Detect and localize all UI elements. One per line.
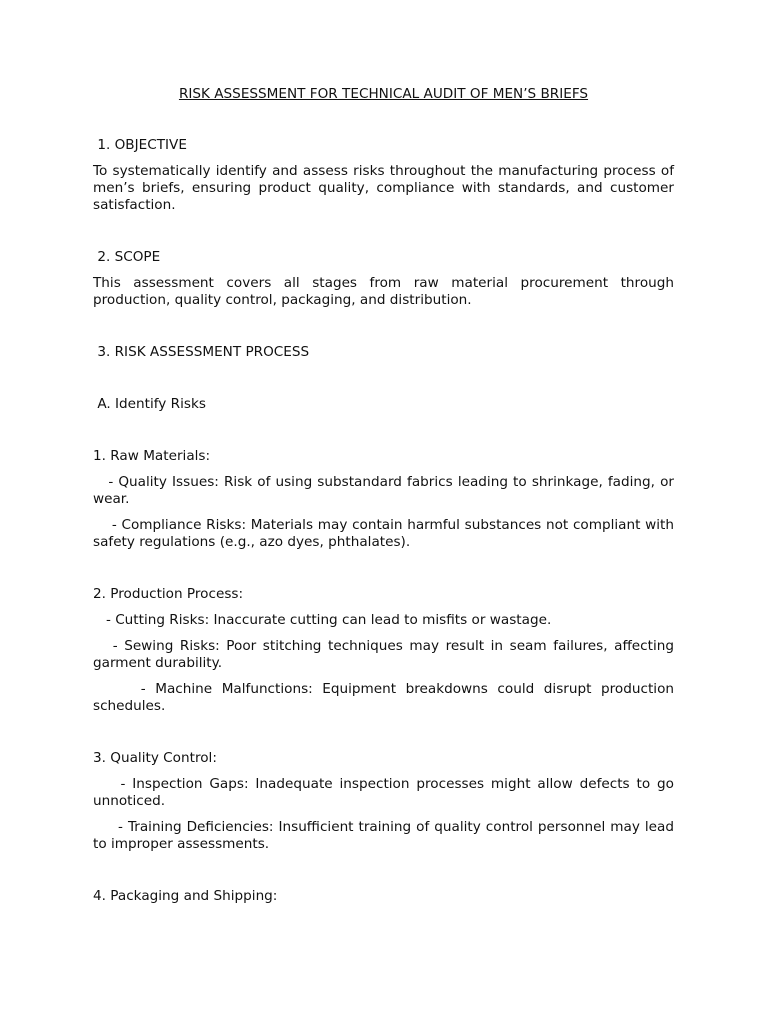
list-item: - Machine Malfunctions: Equipment breakdowns could disrupt production schedules. (93, 681, 679, 714)
document-body (93, 86, 679, 914)
sub-heading-identify-risks: A. Identify Risks (93, 396, 206, 412)
packaging-heading: 4. Packaging and Shipping: (93, 888, 278, 904)
raw-materials-heading: 1. Raw Materials: (93, 448, 211, 464)
production-heading: 2. Production Process: (93, 586, 244, 602)
quality-control-heading: 3. Quality Control: (93, 750, 217, 766)
list-item: - Compliance Risks: Materials may contain harmful substances not compliant with safety regulations (e.g., azo dyes, phthalates). (93, 517, 679, 550)
list-item: - Sewing Risks: Poor stitching techniques may result in seam failures, affecting garment durability. (93, 638, 679, 671)
objective-text: To systematically identify and assess risks throughout the manufacturing process of men’s briefs, ensuring product quality, compliance with standards, and customer satisfaction. (93, 163, 674, 213)
list-item: - Cutting Risks: Inaccurate cutting can lead to misfits or wastage. (93, 612, 552, 628)
list-item: - Inspection Gaps: Inadequate inspection processes might allow defects to go unnoticed. (93, 776, 679, 809)
list-item: - Quality Issues: Risk of using substandard fabrics leading to shrinkage, fading, or wear. (93, 474, 679, 507)
section-heading-scope: 2. SCOPE (93, 249, 161, 265)
section-heading-process: 3. RISK ASSESSMENT PROCESS (93, 344, 310, 360)
list-item: - Training Deficiencies: Insufficient training of quality control personnel may lead to improper assessments. (93, 819, 679, 852)
document-title: RISK ASSESSMENT FOR TECHNICAL AUDIT OF MEN’S BRIEFS (178, 86, 589, 102)
section-heading-objective: 1. OBJECTIVE (93, 137, 187, 153)
scope-text: This assessment covers all stages from raw material procurement through production, quality control, packaging, and distribution. (93, 275, 674, 308)
